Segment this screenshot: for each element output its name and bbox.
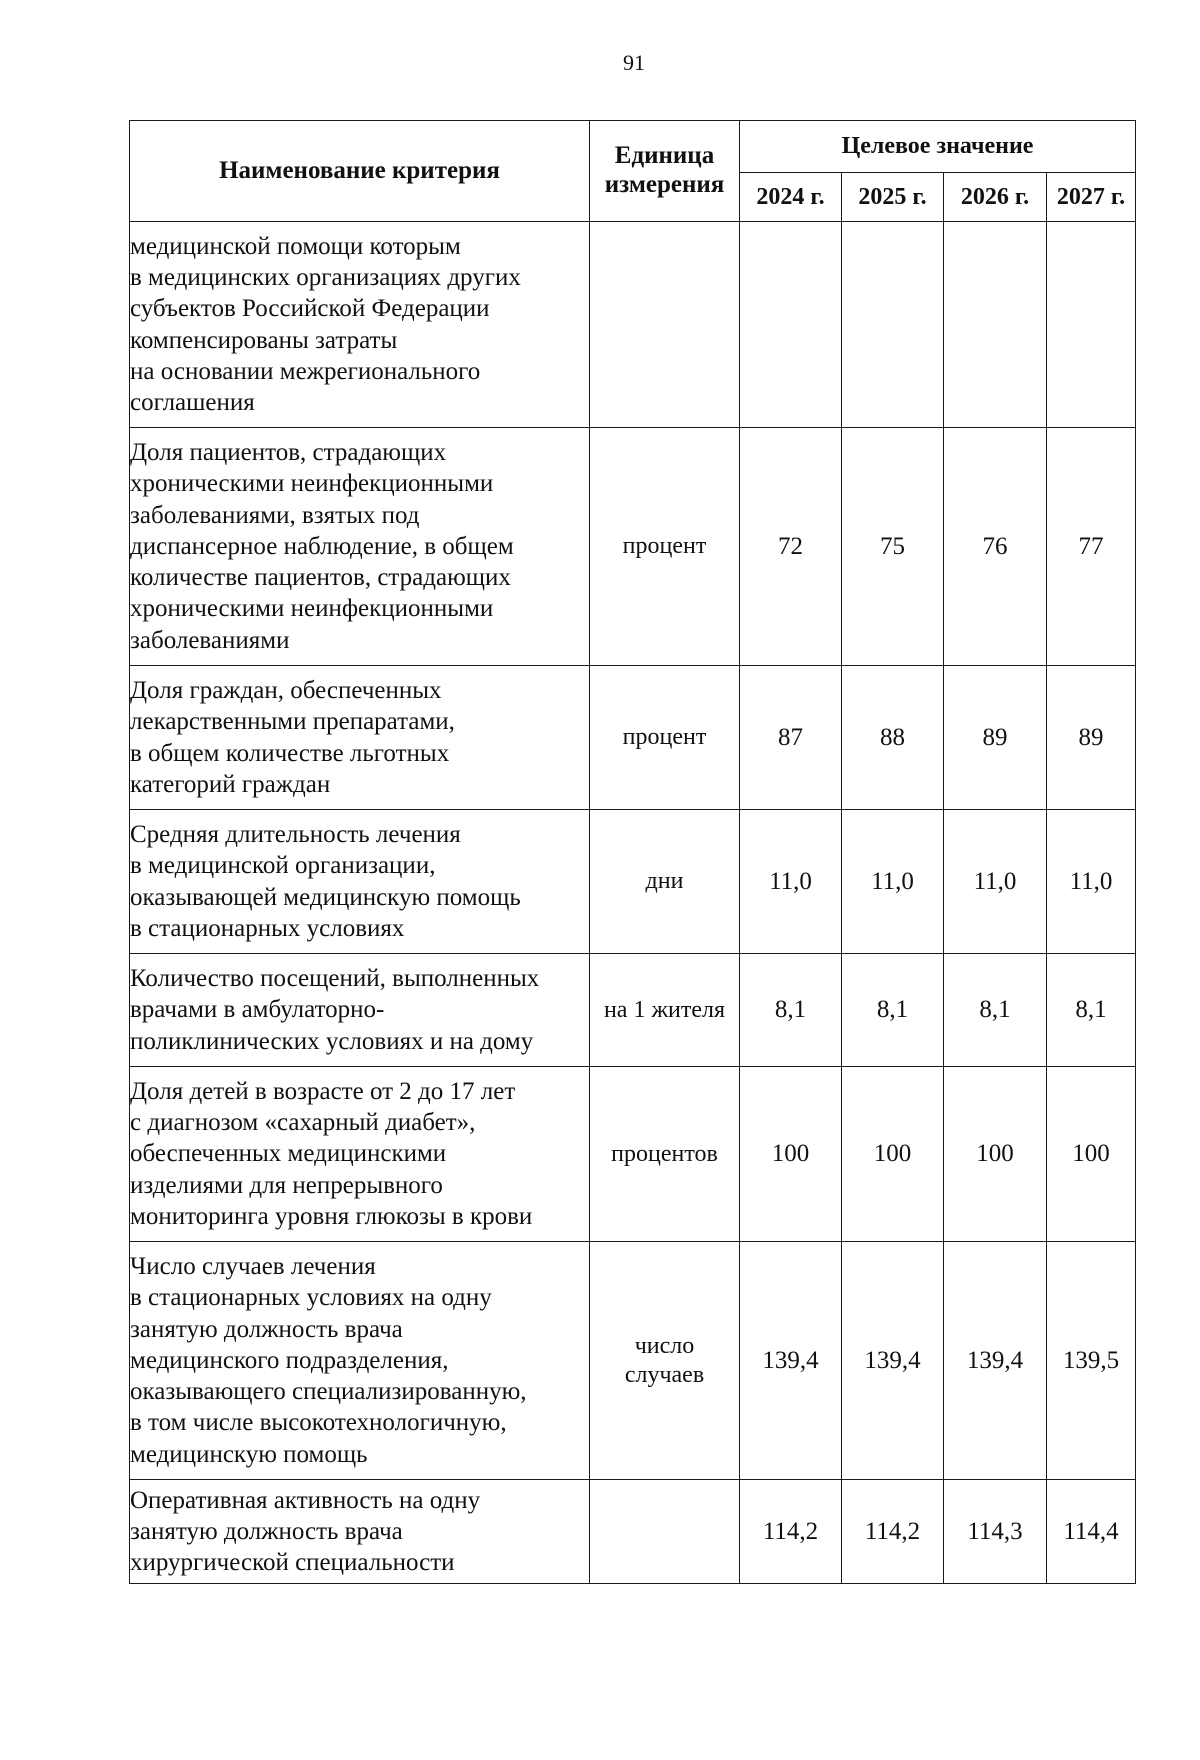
criterion-name-line: хроническими неинфекционными (130, 470, 494, 498)
header-year-2026: 2026 г. (944, 172, 1047, 222)
table-header (130, 121, 1136, 222)
criterion-name-line: в медицинских организациях других (130, 264, 521, 291)
header-unit (590, 121, 740, 222)
value-cell-2025: 139,4 (842, 1242, 944, 1480)
value-cell-2027: 89 (1047, 666, 1136, 810)
table-row (130, 222, 1136, 428)
criterion-name-line: компенсированы затраты (130, 326, 398, 354)
value-cell-2024: 87 (740, 666, 842, 810)
criterion-name-line: обеспеченных медицинскими (130, 1140, 447, 1168)
unit-cell (590, 954, 740, 1067)
value-cell-2024: 139,4 (740, 1242, 842, 1480)
value-cell-2027: 100 (1047, 1067, 1136, 1242)
criterion-name-line: медицинского подразделения, (130, 1346, 449, 1374)
criteria-table (129, 120, 1136, 1584)
value-cell-2025: 88 (842, 666, 944, 810)
value-cell-2025 (842, 222, 944, 428)
header-year-2025: 2025 г. (842, 172, 944, 222)
value-cell-2027: 139,5 (1047, 1242, 1136, 1480)
criterion-name-line: Оперативная активность на одну (130, 1486, 481, 1514)
criterion-name-line: соглашения (130, 389, 255, 416)
unit-line: процент (622, 533, 707, 560)
value-cell-2024 (740, 222, 842, 428)
criterion-name-cell (130, 1067, 590, 1242)
unit-line: случаев (624, 1361, 705, 1388)
table-row (130, 1480, 1136, 1584)
criterion-name-line: Доля пациентов, страдающих (130, 439, 447, 467)
criterion-name-line: субъектов Российской Федерации (130, 295, 490, 323)
criterion-name-line: в том числе высокотехнологичную, (130, 1409, 507, 1437)
unit-line: процентов (611, 1140, 718, 1167)
criterion-name-line: врачами в амбулаторно- (130, 996, 385, 1024)
unit-line: на 1 жителя (603, 996, 726, 1023)
value-cell-2026: 139,4 (944, 1242, 1047, 1480)
value-cell-2027: 11,0 (1047, 810, 1136, 954)
value-cell-2026 (944, 222, 1047, 428)
criterion-name-line: Число случаев лечения (130, 1253, 376, 1281)
unit-cell (590, 666, 740, 810)
criterion-name-line: занятую должность врача (130, 1517, 403, 1545)
value-cell-2026: 100 (944, 1067, 1047, 1242)
criterion-name-line: количестве пациентов, страдающих (130, 564, 511, 592)
criterion-name-cell (130, 1480, 590, 1584)
criterion-name-cell (130, 428, 590, 666)
value-cell-2027: 77 (1047, 428, 1136, 666)
value-cell-2024: 72 (740, 428, 842, 666)
criterion-name-line: диспансерное наблюдение, в общем (130, 532, 514, 560)
value-cell-2024: 8,1 (740, 954, 842, 1067)
value-cell-2026: 76 (944, 428, 1047, 666)
value-cell-2027: 8,1 (1047, 954, 1136, 1067)
value-cell-2027: 114,4 (1047, 1480, 1136, 1584)
unit-cell (590, 428, 740, 666)
criterion-name-cell (130, 1242, 590, 1480)
criterion-name-line: заболеваниями (130, 626, 290, 654)
criterion-name-cell (130, 222, 590, 428)
value-cell-2026: 89 (944, 666, 1047, 810)
value-cell-2025: 100 (842, 1067, 944, 1242)
criterion-name-line: занятую должность врача (130, 1315, 403, 1343)
header-year-2027: 2027 г. (1047, 172, 1136, 222)
table-body (130, 222, 1136, 1584)
unit-cell (590, 222, 740, 428)
value-cell-2026: 114,3 (944, 1480, 1047, 1584)
criterion-name-line: заболеваниями, взятых под (130, 501, 420, 529)
criterion-name-line: оказывающей медицинскую помощь (130, 883, 521, 911)
table-row (130, 810, 1136, 954)
criterion-name-line: на основании межрегионального (130, 357, 481, 385)
criterion-name-line: поликлинических условиях и на дому (130, 1027, 534, 1055)
criterion-name-line: в медицинской организации, (130, 852, 436, 880)
page-number: 91 (623, 50, 645, 75)
table-row (130, 954, 1136, 1067)
unit-line: число (634, 1332, 695, 1359)
criterion-name-line: изделиями для непрерывного (130, 1171, 443, 1199)
criterion-name-line: в общем количестве льготных (130, 739, 450, 767)
value-cell-2025: 11,0 (842, 810, 944, 954)
criterion-name-line: Средняя длительность лечения (130, 821, 461, 848)
table-row (130, 428, 1136, 666)
unit-cell (590, 1067, 740, 1242)
criterion-name-line: медицинскую помощь (130, 1440, 368, 1468)
header-year-2024: 2024 г. (740, 172, 842, 222)
criterion-name-line: в стационарных условиях на одну (130, 1284, 492, 1312)
value-cell-2027 (1047, 222, 1136, 428)
criterion-name-line: категорий граждан (130, 770, 331, 798)
value-cell-2026: 8,1 (944, 954, 1047, 1067)
unit-line: дни (645, 868, 684, 895)
value-cell-2024: 100 (740, 1067, 842, 1242)
criterion-name-line: в стационарных условиях (130, 914, 405, 942)
criterion-name-line: медицинской помощи которым (130, 232, 461, 260)
header-criterion: Наименование критерия (130, 121, 590, 222)
unit-line: процент (622, 724, 707, 751)
value-cell-2025: 8,1 (842, 954, 944, 1067)
criterion-name-cell (130, 810, 590, 954)
criterion-name-cell (130, 666, 590, 810)
unit-cell (590, 810, 740, 954)
header-unit-line: Единица (614, 142, 715, 170)
value-cell-2026: 11,0 (944, 810, 1047, 954)
criterion-name-line: Доля детей в возрасте от 2 до 17 лет (130, 1077, 516, 1105)
header-unit-line: измерения (604, 171, 725, 198)
header-target-value: Целевое значение (740, 121, 1136, 173)
unit-cell (590, 1480, 740, 1584)
unit-cell (590, 1242, 740, 1480)
value-cell-2024: 11,0 (740, 810, 842, 954)
criterion-name-line: оказывающего специализированную, (130, 1378, 527, 1406)
criterion-name-line: Доля граждан, обеспеченных (130, 677, 442, 704)
value-cell-2025: 114,2 (842, 1480, 944, 1584)
table-row (130, 666, 1136, 810)
criterion-name-cell (130, 954, 590, 1067)
criterion-name-line: хирургической специальности (130, 1549, 455, 1577)
value-cell-2025: 75 (842, 428, 944, 666)
table-row (130, 1067, 1136, 1242)
criterion-name-line: лекарственными препаратами, (130, 708, 455, 736)
criterion-name-line: мониторинга уровня глюкозы в крови (130, 1202, 533, 1230)
criterion-name-line: Количество посещений, выполненных (130, 965, 540, 993)
table-row (130, 1242, 1136, 1480)
criterion-name-line: с диагнозом «сахарный диабет», (130, 1109, 476, 1137)
value-cell-2024: 114,2 (740, 1480, 842, 1584)
criterion-name-line: хроническими неинфекционными (130, 595, 494, 623)
